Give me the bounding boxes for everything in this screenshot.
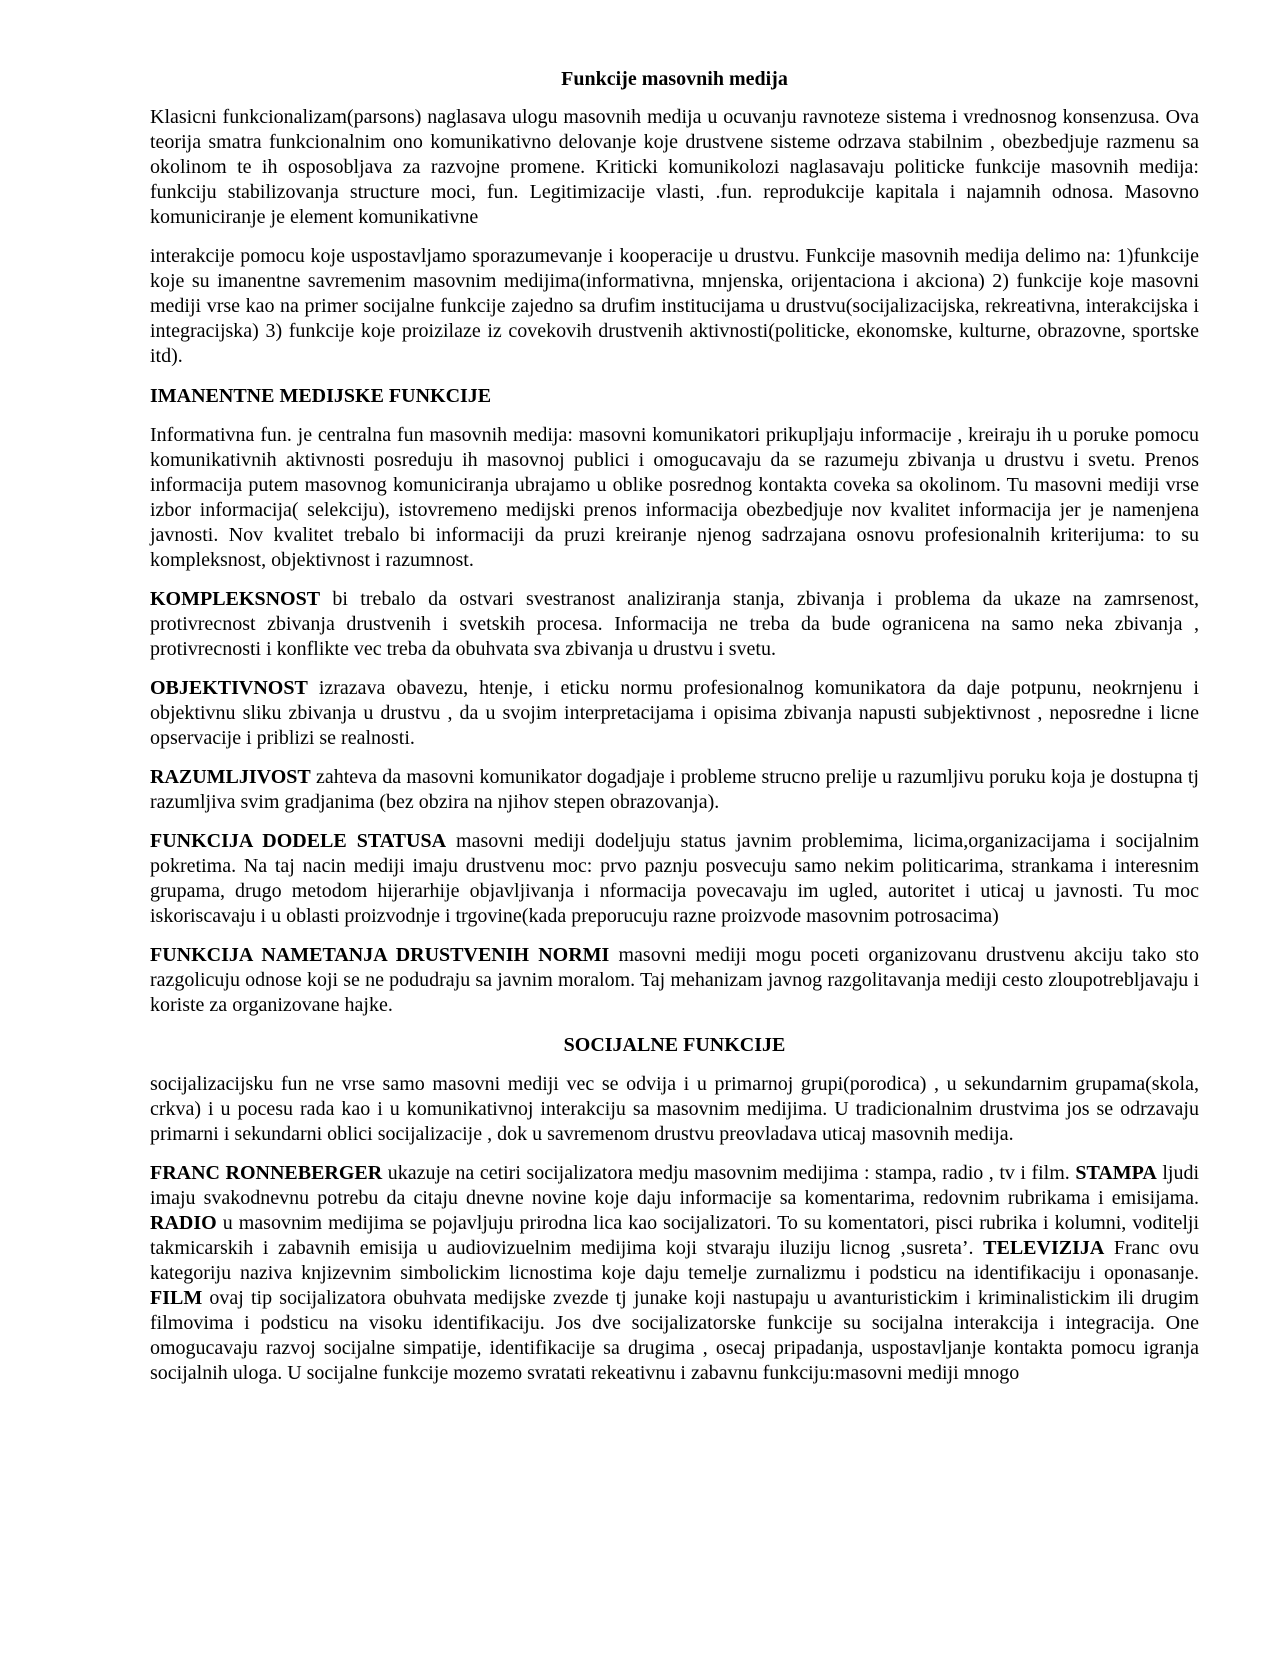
paragraph-ronneberger [150,1161,1199,1386]
paragraph-functions-division: interakcije pomocu koje uspostavljamo sporazumevanje i kooperacije u drustvu. Funkcije masovnih medija delimo na: 1)funkcije koje su imanentne savremenim masovnim medijima(informativna, mnjenska, orijentaciona i akciona) 2) funkcije koje masovni mediji vrse kao na primer socijalne funkcije zajedno sa drufim institucijama u drustvu(socijalizacijska, rekreativna, interakcijska i integracijska) 3) funkcije koje proizilaze iz covekovih drustvenih aktivnosti(politicke, ekonomske, kulturne, obrazovne, sportske itd). [150,245,1199,367]
heading-socijalne-funkcije: SOCIJALNE FUNKCIJE [563,1034,786,1056]
text-kompleksnost: bi trebalo da ostvari svestranost analiziranja stanja, zbivanja i problema da ukaze na zamrsenost, protivrecnost zbivanja drustvenih i svetskih procesa. Informacija ne treba da bude ogranicena na samo neka zbivanja , protivrecnosti i konflikte vec treba da obuhvata sva zbivanja u drustvu i svetu. [150,588,1199,660]
text-nametanje-normi: masovni mediji mogu poceti organizovanu drustvenu akciju tako sto razgolicuju odnose koji se ne podudraju sa javnim moralom. Taj mehanizam javnog razgolitavanja mediji cesto zloupotrebljavaju i koriste za organizovane hajke. [150,944,1199,1016]
term-radio: RADIO [150,1212,217,1234]
heading-imanentne-funkcije: IMANENTNE MEDIJSKE FUNKCIJE [150,385,492,407]
text-radio: u masovnim medijima se pojavljuju prirodna lica kao socijalizatori. To su komentatori, pisci rubrika i kolumni, voditelji takmicarskih i zabavnih emisija u audiovizuelnim medijima koji stvaraju iluziju licnog ‚susreta’. [150,1212,1199,1259]
text-film: ovaj tip socijalizatora obuhvata medijske zvezde tj junake koji nastupaju u avanturistickim i kriminalistickim ili drugim filmovima i podsticu na visoku identifikaciju. Jos dve socijalizatorske funkcije su socijalna interakcija i integracija. One omogucavaju razvoj socijalne simpatije, identifikacije sa drugima , osecaj pripadanja, uspostavljanje kontakta pomocu igranja socijalnih uloga. U socijalne funkcije mozemo svratati rekeativnu i zabavnu funkciju:masovni mediji mnogo [150,1287,1199,1384]
paragraph-kompleksnost [150,587,1199,662]
term-kompleksnost: KOMPLEKSNOST [150,588,321,610]
paragraph-intro: Klasicni funkcionalizam(parsons) naglasava ulogu masovnih medija u ocuvanju ravnoteze sistema i vrednosnog konsenzusa. Ova teorija smatra funkcionalnim ono komunikativno delovanje koje drustvene sisteme odrzava stabilnim , obezbedjuje razmenu sa okolinom te ih osposobljava za razvojne promene. Kriticki komunikolozi naglasavaju politicke funkcije masovnih medija: funkciju stabilizovanja structure moci, fun. Legitimizacije vlasti, .fun. reprodukcije kapitala i najamnih odnosa. Masovno komuniciranje je element komunikativne [150,106,1199,228]
paragraph-razumljivost [150,765,1199,815]
text-ronneberger: ukazuje na cetiri socijalizatora medju masovnim medijima : stampa, radio , tv i film. [382,1162,1076,1184]
term-ronneberger: FRANC RONNEBERGER [150,1162,383,1184]
paragraph-informativna: Informativna fun. je centralna fun masovnih medija: masovni komunikatori prikupljaju informacije , kreiraju ih u poruke pomocu komunikativnih aktivnosti posreduju ih masovnoj publici i omogucavaju da se razumeju zbivanja u drustvu i svetu. Prenos informacija putem masovnog komuniciranja ubrajamo u oblike posrednog kontakta coveka sa okolinom. Tu masovni mediji vrse izbor informacija( selekciju), istovremeno medijski prenos informacija obezbedjuje nov kvalitet informacija jer je namenjena javnosti. Nov kvalitet trebalo bi informaciji da pruzi kreiranje njenog sadrzajana osnovu profesionalnih kriterijuma: to su kompleksnost, objektivnost i razumnost. [150,424,1199,571]
paragraph-socijalizacija: socijalizacijsku fun ne vrse samo masovni mediji vec se odvija i u primarnoj grupi(porodica) , u sekundarnim grupama(skola, crkva) i u pocesu rada kao i u komunikativnoj interakciju sa masovnim medijima. U tradicionalnim drustvima jos se odrzavaju primarni i sekundarni oblici socijalizacije , dok u savremenom drustvu preovladava uticaj masovnih medija. [150,1073,1199,1145]
term-stampa: STAMPA [1075,1162,1157,1184]
page-title: Funkcije masovnih medija [561,68,788,90]
term-razumljivost: RAZUMLJIVOST [150,766,311,788]
text-razumljivost: zahteva da masovni komunikator dogadjaje i probleme strucno prelije u razumljivu poruku koja je dostupna tj razumljiva svim gradjanima (bez obzira na njihov stepen obrazovanja). [150,766,1199,813]
text-dodela-statusa: masovni mediji dodeljuju status javnim problemima, licima,organizacijama i socijalnim pokretima. Na taj nacin mediji imaju drustvenu moc: prvo paznju posvecuju samo nekim politicarima, strankama i interesnim grupama, drugo metodom hijerarhije objavljivanja i nformacija povecavaju im ugled, autoritet i uticaj u javnosti. Tu moc iskoriscavaju i u oblasti proizvodnje i trgovine(kada preporucuju razne proizvode masovnim potrosacima) [150,830,1199,927]
term-film: FILM [150,1287,203,1309]
paragraph-dodela-statusa [150,829,1199,929]
paragraph-objektivnost [150,676,1199,751]
text-stampa: ljudi imaju svakodnevnu potrebu da citaju dnevne novine koje daju informacije sa komentarima, redovnim rubrikama i emisijama. [150,1162,1199,1209]
term-dodela-statusa: FUNKCIJA DODELE STATUSA [150,830,447,852]
term-objektivnost: OBJEKTIVNOST [150,677,308,699]
text-televizija: Franc ovu kategoriju naziva knjizevnim simbolickim licnostima koje daju temelje zurnalizmu i podsticu na identifikaciju i oponasanje. [150,1237,1199,1284]
paragraph-nametanje-normi [150,943,1199,1018]
text-objektivnost: izrazava obavezu, htenje, i eticku normu profesionalnog komunikatora da daje potpunu, neokrnjenu i objektivnu sliku zbivanja u drustvu , da u svojim interpretacijama i opisima zbivanja napusti subjektivnost , neposredne i licne opservacije i priblizi se realnosti. [150,677,1199,749]
term-nametanje-normi: FUNKCIJA NAMETANJA DRUSTVENIH NORMI [150,944,610,966]
term-televizija: TELEVIZIJA [983,1237,1105,1259]
document-page [150,66,1199,1400]
